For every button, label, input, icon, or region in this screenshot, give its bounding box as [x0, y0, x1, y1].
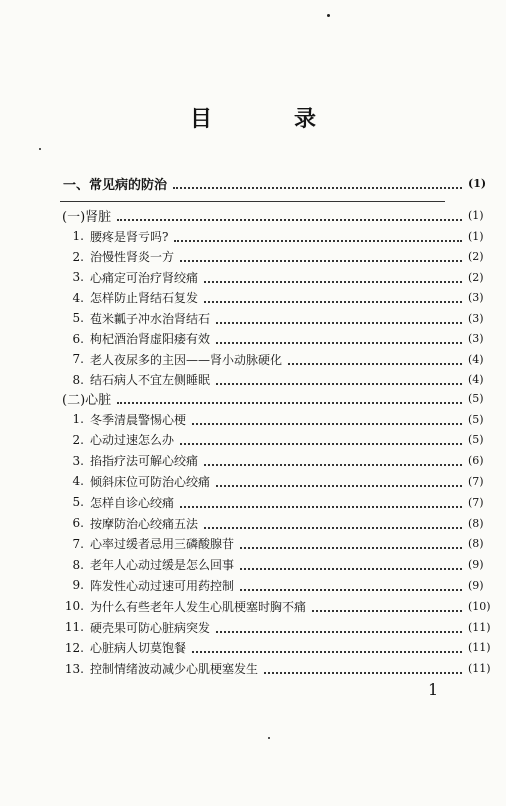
toc-entry-row[interactable] [0, 659, 506, 679]
toc-entry-title: 硬壳果可防心脏病突发 [90, 620, 211, 635]
toc-entry-title: 枸杞酒治肾虚阳痿有效 [90, 332, 211, 346]
toc-entry-title: 掐指疗法可解心绞痛 [90, 454, 199, 469]
toc-page-number: (11) [468, 620, 491, 634]
toc-entry-number: 6. [72, 516, 84, 530]
toc-page-number: (1) [468, 208, 484, 222]
toc-leader-dots [216, 630, 462, 633]
toc-leader-dots [264, 671, 462, 674]
toc-entry-row[interactable] [0, 409, 506, 429]
toc-entry-number: 13. [64, 661, 84, 676]
toc-leader-dots [240, 588, 462, 591]
toc-entry-title: 怎样防止肾结石复发 [90, 291, 199, 305]
toc-entry-row[interactable] [0, 288, 506, 308]
toc-page-number: (2) [468, 270, 484, 284]
toc-section-row[interactable] [0, 173, 506, 193]
toc-page-number: (4) [468, 373, 484, 386]
toc-page-number: (9) [468, 558, 484, 572]
toc-entry-row[interactable] [0, 247, 506, 267]
toc-subsection-title: (二)心脏 [62, 392, 112, 408]
toc-leader-dots [174, 239, 462, 242]
toc-entry-number: 7. [72, 352, 84, 366]
toc-entry-title: 老人夜尿多的主因——肾小动脉硬化 [90, 352, 283, 367]
toc-entry-number: 1. [72, 412, 84, 426]
toc-leader-dots [216, 321, 462, 324]
toc-entry-number: 11. [64, 620, 84, 634]
toc-entry-title: 为什么有些老年人发生心肌梗塞时胸不痛 [90, 599, 307, 614]
toc-entry-title: 老年人心动过缓是怎么回事 [90, 558, 235, 573]
toc-leader-dots [192, 422, 462, 425]
toc-entry-row[interactable] [0, 471, 506, 491]
toc-entry-title: 苞米瓤子冲水治肾结石 [90, 311, 211, 326]
toc-entry-row[interactable] [0, 349, 506, 369]
page-number: 1 [428, 680, 439, 699]
toc-entry-row[interactable] [0, 617, 506, 637]
toc-entry-number: 4. [72, 290, 84, 305]
toc-page-number: (9) [468, 578, 484, 592]
toc-entry-title: 阵发性心动过速可用药控制 [90, 578, 235, 593]
toc-leader-dots [204, 463, 462, 466]
toc-page-number: (7) [468, 495, 484, 509]
toc-page-number: (6) [468, 454, 484, 468]
toc-page-number: (11) [468, 662, 491, 676]
ink-speck [327, 14, 330, 17]
toc-subsection-row[interactable] [0, 205, 506, 225]
toc-leader-dots [180, 259, 462, 262]
toc-entry-number: 12. [64, 640, 84, 655]
toc-page-number: (8) [468, 537, 484, 551]
toc-leader-dots [117, 401, 462, 404]
toc-page-number: (10) [468, 599, 491, 613]
toc-entry-row[interactable] [0, 492, 506, 512]
toc-entry-number: 7. [72, 536, 84, 551]
toc-page-number: (5) [468, 412, 484, 426]
toc-entry-number: 3. [72, 270, 84, 284]
toc-entry-number: 5. [72, 311, 84, 325]
toc-entry-number: 3. [72, 453, 84, 468]
toc-section-title: 一、常见病的防治 [63, 177, 168, 193]
toc-entry-title: 控制情绪波动减少心肌梗塞发生 [90, 662, 259, 677]
toc-page-number: (1) [468, 176, 487, 190]
toc-entry-row[interactable] [0, 638, 506, 658]
toc-entry-row[interactable] [0, 451, 506, 471]
toc-entry-row[interactable] [0, 308, 506, 328]
toc-entry-row[interactable] [0, 267, 506, 287]
toc-entry-title: 心脏病人切莫饱餐 [90, 641, 187, 656]
toc-entry-row[interactable] [0, 226, 506, 246]
toc-entry-title: 怎样自诊心绞痛 [90, 495, 175, 510]
toc-page-number: (7) [468, 474, 484, 488]
toc-leader-dots [216, 341, 462, 344]
toc-entry-row[interactable] [0, 513, 506, 533]
toc-page-number: (4) [468, 352, 484, 366]
toc-entry-number: 8. [72, 372, 84, 387]
toc-leader-dots [216, 484, 462, 487]
toc-page-number: (11) [468, 641, 491, 655]
toc-entry-title: 治慢性肾炎一方 [90, 250, 175, 264]
toc-page-number: (3) [468, 311, 484, 325]
ink-speck [39, 148, 41, 150]
toc-entry-title: 按摩防治心绞痛五法 [90, 516, 199, 531]
toc-page-number: (5) [468, 391, 484, 405]
toc-leader-dots [204, 280, 462, 283]
toc-leader-dots [204, 526, 462, 529]
toc-entry-row[interactable] [0, 575, 506, 595]
toc-leader-dots [204, 300, 462, 303]
toc-entry-number: 2. [72, 432, 84, 447]
toc-entry-number: 9. [72, 578, 84, 593]
toc-leader-dots [312, 609, 462, 612]
toc-entry-number: 5. [72, 495, 84, 510]
toc-page-number: (3) [468, 291, 484, 304]
toc-page-number: (2) [468, 250, 484, 263]
toc-leader-dots [180, 442, 462, 445]
toc-entry-row[interactable] [0, 534, 506, 554]
toc-entry-number: 8. [72, 557, 84, 572]
toc-subsection-title: (一)肾脏 [62, 209, 112, 225]
page-title: 目 录 [189, 106, 346, 132]
toc-entry-title: 心率过缓者忌用三磷酸腺苷 [90, 537, 235, 552]
toc-leader-dots [192, 650, 462, 653]
toc-entry-title: 腰疼是肾亏吗? [90, 229, 169, 244]
toc-entry-row[interactable] [0, 370, 506, 390]
toc-page-number: (5) [468, 433, 484, 447]
toc-entry-number: 10. [64, 599, 84, 614]
toc-leader-dots [180, 505, 462, 508]
toc-entry-title: 心动过速怎么办 [90, 433, 175, 448]
toc-entry-number: 2. [72, 249, 84, 264]
toc-entry-number: 4. [72, 474, 84, 489]
divider-rule [60, 201, 445, 202]
toc-entry-row[interactable] [0, 430, 506, 450]
toc-page-number: (1) [468, 229, 484, 243]
toc-entry-title: 冬季清晨警惕心梗 [90, 412, 187, 427]
toc-entry-title: 倾斜床位可防治心绞痛 [90, 474, 211, 489]
toc-entry-row[interactable] [0, 596, 506, 616]
toc-leader-dots [240, 546, 462, 549]
toc-page-number: (3) [468, 332, 484, 345]
toc-leader-dots [240, 567, 462, 570]
toc-leader-dots [288, 362, 462, 365]
toc-leader-dots [117, 218, 462, 221]
ink-speck [268, 737, 270, 739]
toc-entry-number: 6. [72, 331, 84, 346]
toc-leader-dots [216, 382, 462, 385]
toc-subsection-row[interactable] [0, 388, 506, 408]
toc-leader-dots [173, 186, 462, 189]
toc-entry-title: 心痛定可治疗肾绞痛 [90, 270, 199, 285]
toc-entry-row[interactable] [0, 555, 506, 575]
toc-entry-row[interactable] [0, 329, 506, 349]
toc-entry-title: 结石病人不宜左侧睡眠 [90, 373, 211, 387]
toc-entry-number: 1. [72, 229, 84, 243]
toc-page-number: (8) [468, 516, 484, 530]
